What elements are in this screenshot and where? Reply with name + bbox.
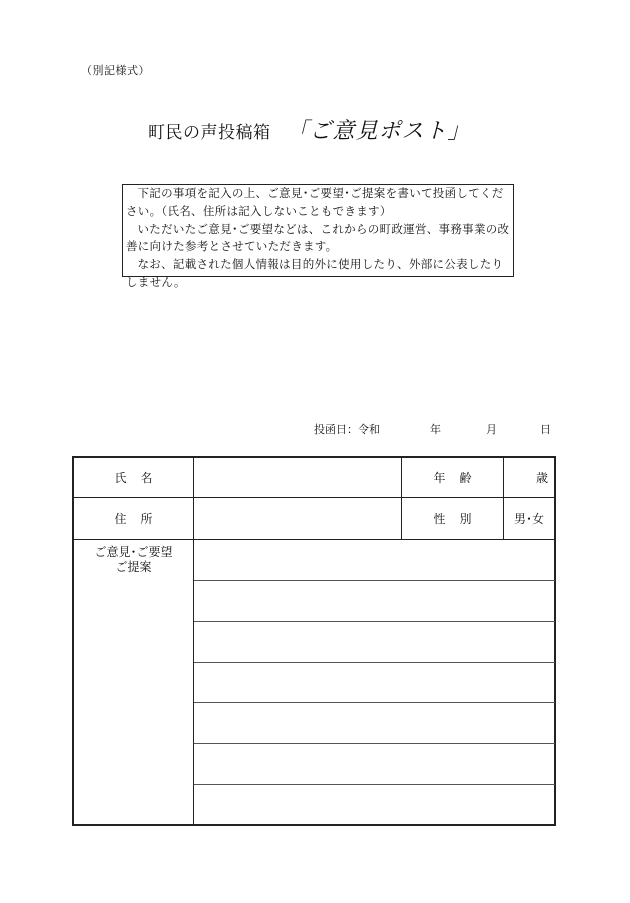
date-month-label: 月 [486,423,497,436]
name-field[interactable] [193,456,402,498]
date-day-label: 日 [540,423,551,436]
comment-label-2: ご提案 [115,560,152,574]
notice-line-1: 下記の事項を記入の上、ご意見･ご要望･ご提案を書いて投函してください。（氏名、住所は記入しないこともできます） [126,186,504,218]
comment-label-cell [72,539,194,826]
ruled-line [194,743,555,744]
entry-table [72,456,556,826]
address-label: 住所 [114,512,167,526]
gender-label-cell [401,497,504,540]
ruled-line [194,621,555,622]
address-label-cell [72,497,194,540]
page-subtitle: 「ご意見ポスト」 [286,119,471,144]
notice-box [122,184,514,289]
page-title: 町民の声投稿箱 [148,123,271,143]
ruled-line [194,580,555,581]
title-row [148,114,471,145]
age-field[interactable] [503,456,556,498]
ruled-line [194,702,555,703]
date-label: 投函日：令和 [314,423,380,436]
age-unit: 歳 [535,471,548,485]
notice-line-2: いただいたご意見･ご要望などは、これからの町政運営、事務事業の改善に向けた参考とさせていただきます。 [126,221,510,254]
notice-line-3: なお、記載された個人情報は目的外に使用したり、外部に公表したりしません。 [126,257,504,289]
name-label: 氏名 [114,471,167,485]
gender-options-text: 男･女 [513,512,544,526]
ruled-line [194,784,555,785]
form-label: （別記様式） [81,64,150,77]
age-label-cell [401,456,504,498]
date-year-label: 年 [430,423,441,436]
address-field[interactable] [193,497,402,540]
comment-label-1: ご意見･ご要望 [94,545,173,559]
ruled-line [194,662,555,663]
age-label: 年齢 [433,471,486,485]
comment-field[interactable] [193,539,556,826]
gender-label: 性別 [433,512,486,526]
gender-options[interactable] [503,497,556,540]
name-label-cell [72,456,194,498]
